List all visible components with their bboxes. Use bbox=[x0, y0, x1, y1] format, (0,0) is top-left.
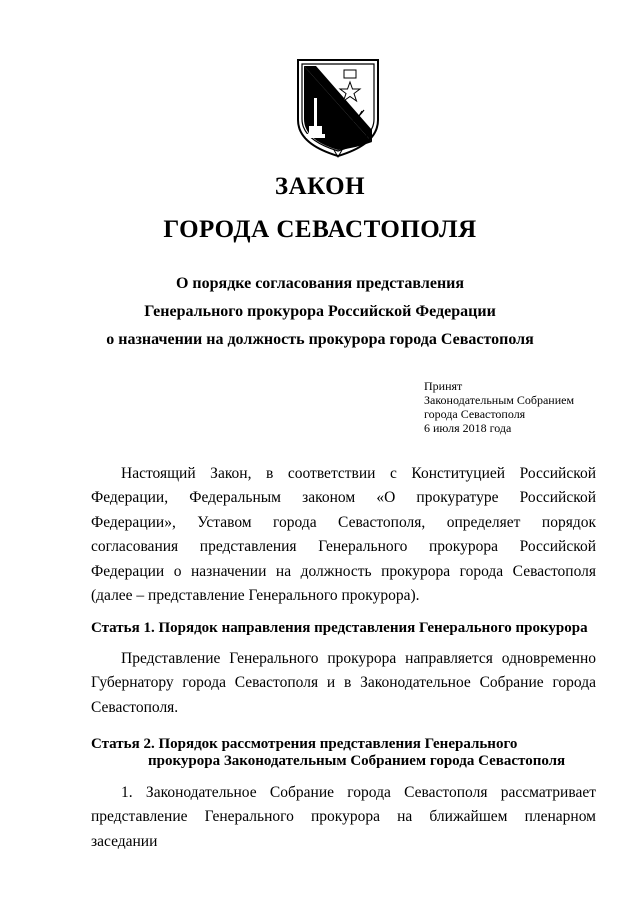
article-2-title-line-1: Статья 2. Порядок рассмотрения представления Генерального bbox=[91, 736, 518, 752]
acceptance-line: Принят bbox=[424, 379, 463, 393]
law-subject-line-3: о назначении на должность прокурора города Севастополя bbox=[106, 331, 534, 348]
article-1-text: Представление Генерального прокурора направляется одновременно Губернатору города Севастополя и в Законодательное Собрание города Севастополя. bbox=[91, 650, 596, 716]
preamble-paragraph: Настоящий Закон, в соответствии с Конституцией Российской Федерации, Федеральным законом «О прокуратуре Российской Федерации», Уставом города Севастополя, определяет порядок согласования представления Генерального прокурора Российской Федерации о назначении на должность прокурора города Севастополя (далее – представление Генерального прокурора). bbox=[91, 465, 596, 605]
law-title: ЗАКОН bbox=[274, 173, 366, 200]
law-subject-line-2: Генерального прокурора Российской Федерации bbox=[144, 303, 496, 320]
sevastopol-coat-of-arms-icon bbox=[294, 58, 382, 158]
acceptance-date: 6 июля 2018 года bbox=[424, 421, 512, 435]
acceptance-line: города Севастополя bbox=[424, 407, 526, 421]
law-subject-line-1: О порядке согласования представления bbox=[175, 275, 465, 292]
article-1-title: Статья 1. Порядок направления представления Генерального прокурора bbox=[91, 620, 588, 636]
acceptance-line: Законодательным Собранием bbox=[424, 393, 575, 407]
article-2-title-line-2: прокурора Законодательным Собранием города Севастополя bbox=[148, 753, 566, 769]
law-title-city: ГОРОДА СЕВАСТОПОЛЯ bbox=[163, 216, 477, 243]
article-2-item-1: 1. Законодательное Собрание города Севастополя рассматривает представление Генерального прокурора на ближайшем пленарном заседании bbox=[91, 784, 596, 850]
acceptance-block bbox=[424, 379, 624, 435]
